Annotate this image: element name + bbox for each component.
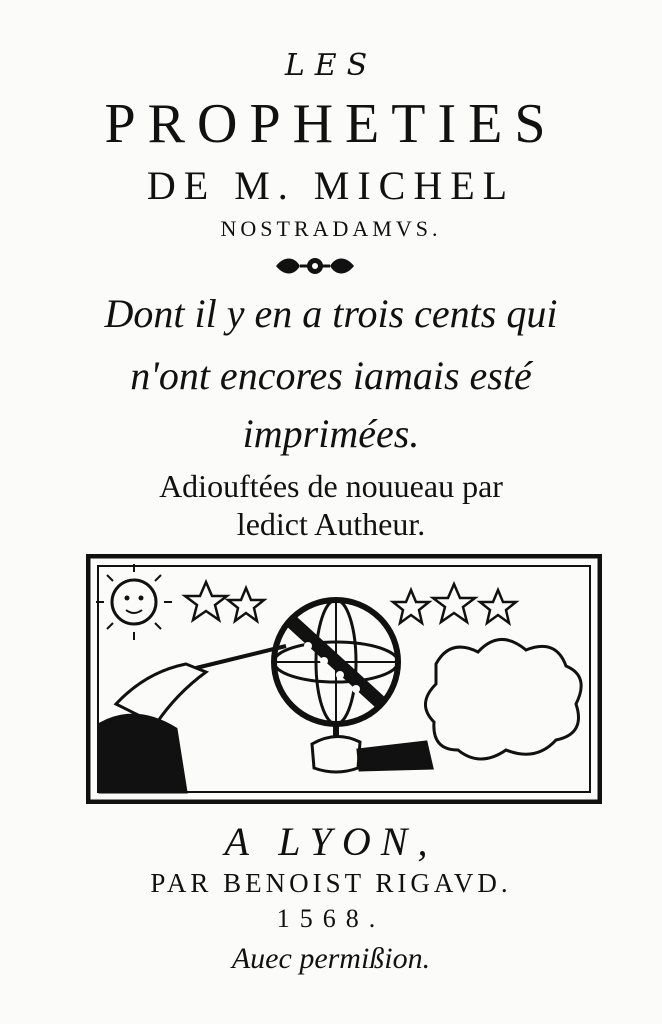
title-line-les: LES (284, 48, 378, 83)
imprint-place: A LYON, (224, 819, 438, 864)
title-line-nostradamus: NOSTRADAMVS. (220, 216, 442, 241)
note-line-1: Adiouftées de nouueau par (159, 468, 503, 504)
subtitle-line-3: imprimées. (242, 411, 420, 456)
cloud-icon (425, 639, 581, 759)
astronomy-woodcut-icon (86, 554, 602, 804)
floral-ornament-icon (270, 254, 360, 278)
subtitle-line-2: n'ont encores iamais esté (130, 353, 532, 398)
title-line-propheties: PROPHETIES (104, 93, 558, 155)
imprint-printer: PAR BENOIST RIGAVD. (150, 868, 512, 898)
note-line-2: ledict Autheur. (236, 506, 426, 542)
imprint-year: 1568. (276, 904, 386, 933)
subtitle-line-1: Dont il y en a trois cents qui (104, 291, 558, 336)
title-line-de-m-michel: DE M. MICHEL (146, 163, 516, 208)
privilege-note: Auec permißion. (231, 942, 431, 975)
